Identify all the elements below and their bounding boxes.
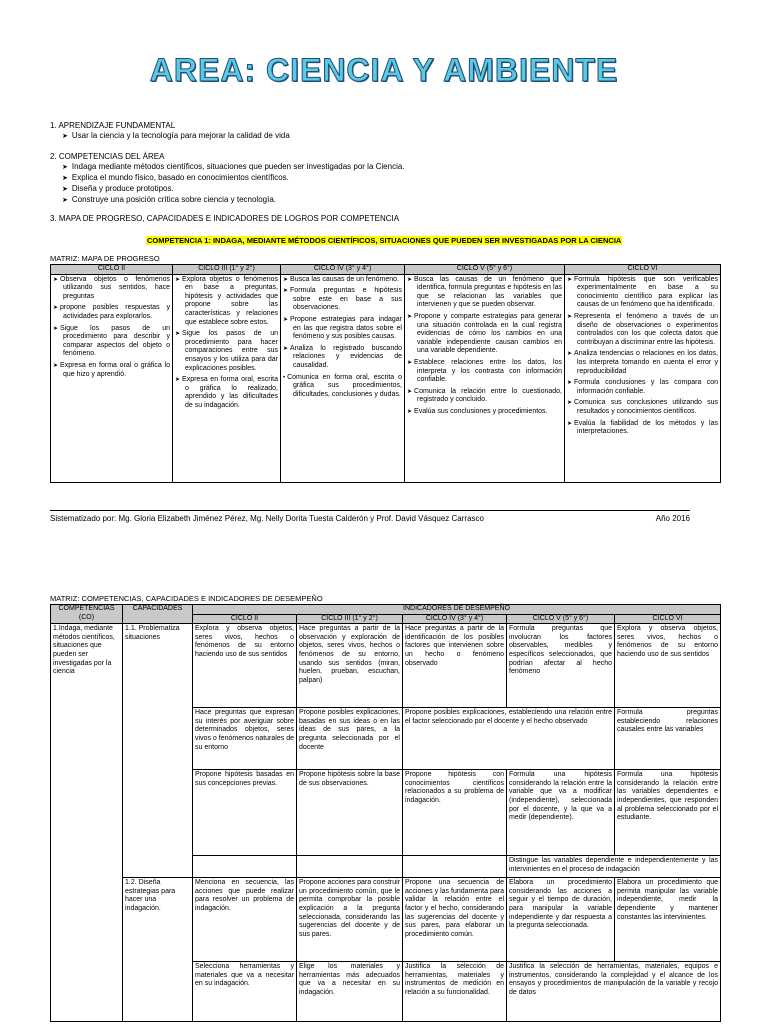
list-item: ➤ Usar la ciencia y la tecnología para mejorar la calidad de vida bbox=[74, 131, 290, 142]
footer-divider bbox=[50, 510, 690, 511]
footer bbox=[50, 514, 690, 523]
matriz-label: MATRIZ: MAPA DE PROGRESO bbox=[50, 254, 160, 263]
indicator-cell: Menciona en secuencia, las acciones que puede realizar para resolver un problema de indagación. bbox=[193, 878, 297, 962]
list-item: ➤ Formula conclusiones y las compara con información confiable. bbox=[577, 379, 718, 396]
list-item: ➤ Analiza tendencias o relaciones en los datos, los interpreta tomando en cuenta el error y reproducibilidad bbox=[577, 350, 718, 376]
cell-ciclo-iii bbox=[173, 274, 281, 482]
list-item: ➤ Observa objetos o fenómenos utilizando sus sentidos, hace preguntas bbox=[63, 276, 170, 302]
list-item: ➤ Evalúa la fiabilidad de los métodos y las interpretaciones. bbox=[577, 420, 718, 437]
list-item: ➤ Busca las causas de un fenómeno. bbox=[293, 276, 402, 285]
indicator-cell: Hace preguntas que expresan su interés por averiguar sobre determinados objetos, seres vivos o fenómenos naturales de su entorno bbox=[193, 708, 297, 770]
cell-ciclo-vi bbox=[565, 274, 721, 482]
page-title: AREA: CIENCIA Y AMBIENTE bbox=[149, 52, 619, 88]
section-competencias bbox=[50, 152, 405, 206]
indicator-cell: Elige los materiales y herramientas más adecuados que va a necesitar en su indagación. bbox=[297, 962, 403, 1022]
list-item: ➤ Formula hipótesis que son verificables experimentalmente en base a su conocimiento científico para explicar las causas de un fenómeno que ha identificado. bbox=[577, 276, 718, 310]
indicator-cell: Propone posibles explicaciones, basadas en sus ideas o en las ideas de sus pares, a la pregunta seleccionada por el docente bbox=[297, 708, 403, 770]
list-item: ➤ Formula preguntas e hipótesis sobre este en base a sus observaciones. bbox=[293, 287, 402, 313]
indicator-cell: Distingue las variables dependiente e independientemente y las intervinientes en el proceso de indagación bbox=[507, 856, 721, 878]
footer-credits: Sistematizado por: Mg. Gloria Elizabeth Jiménez Pérez, Mg. Nelly Dorita Tuesta Calderón y Prof. David Vásquez Carrasco bbox=[50, 514, 484, 523]
indicator-cell: Hace preguntas a partir de la observación y exploración de objetos, seres vivos, hechos o fenómenos de su entorno, usando sus sentidos (miran, huelen, prueban, escuchan, palpan) bbox=[297, 624, 403, 708]
header-ciclo-iv: CICLO IV (3° y 4°) bbox=[281, 265, 405, 275]
indicator-cell: Propone acciones para construir un procedimiento común, que le permita comprobar la posible explicación a la pregunta seleccionada, considerando las sugerencias del docente y de sus pares. bbox=[297, 878, 403, 962]
header-ciclo-iii: CICLO III (1° y 2°) bbox=[173, 265, 281, 275]
list-item: ➤ Establece relaciones entre los datos, los interpreta y los contrasta con información confiable. bbox=[417, 359, 562, 385]
cell-ciclo-iv bbox=[281, 274, 405, 482]
list-item: ➤ Analiza lo registrado buscando relaciones y evidencias de causalidad. bbox=[293, 345, 402, 371]
list-item: ➤ Construye una posición crítica sobre ciencia y tecnología. bbox=[74, 195, 405, 206]
indicator-cell: Elabora un procedimiento considerando las acciones a seguir y el tiempo de duración, para manipular la variable independiente y dar respuesta a la pregunta seleccionada. bbox=[507, 878, 615, 962]
indicator-cell: Explora y observa objetos, seres vivos, hechos o fenómenos de su entorno haciendo uso de sus sentidos bbox=[193, 624, 297, 708]
section-mapa bbox=[50, 214, 399, 224]
indicator-cell: Propone hipótesis sobre la base de sus observaciones. bbox=[297, 770, 403, 856]
header-ciclo-vi: CICLO VI bbox=[615, 614, 721, 624]
indicator-cell: Formula preguntas que involucran los factores observables, medibles y específicos seleccionados, que podrían afectar al hecho fenómeno bbox=[507, 624, 615, 708]
indicator-cell-empty bbox=[403, 856, 507, 878]
indicator-cell: Propone una secuencia de acciones y las fundamenta para validar la relación entre el factor y el hecho, considerando las sugerencias del docente y sus pares, para elaborar un procedimiento común. bbox=[403, 878, 507, 962]
competencia-cell: 1.Indaga, mediante métodos científicos, situaciones que pueden ser investigadas por la ciencia bbox=[51, 624, 123, 1022]
indicator-cell: Justifica la selección de herramientas, materiales, equipos e instrumentos, considerando la complejidad y el alcance de los ensayos y procedimientos de manipulación de la variable y recojo de datos bbox=[507, 962, 721, 1022]
indicator-cell: Explora y observa objetos, seres vivos, hechos o fenómenos de su entorno haciendo uso de sus sentidos bbox=[615, 624, 721, 708]
list-item: ➤ Comunica la relación entre lo cuestionado, registrado y concluido. bbox=[417, 388, 562, 405]
header-ciclo-vi: CICLO VI bbox=[565, 265, 721, 275]
indicator-cell: Hace preguntas a partir de la identificación de los posibles factores que intervienen sobre un hecho o fenómeno observado bbox=[403, 624, 507, 708]
list-item: ➤ Explica el mundo físico, basado en conocimientos científicos. bbox=[74, 173, 405, 184]
list-item: ➤ Diseña y produce prototipos. bbox=[74, 184, 405, 195]
indicator-cell: Propone posibles explicaciones, estableciendo una relación entre el factor seleccionado por el docente y el hecho observado bbox=[403, 708, 615, 770]
section-aprendizaje bbox=[50, 121, 290, 142]
competencia-1-banner: COMPETENCIA 1: INDAGA, MEDIANTE MÉTODOS CIENTÍFICOS, SITUACIONES QUE PUEDEN SER INVESTIGADAS POR LA CIENCIA bbox=[147, 236, 622, 245]
indicator-cell: Formula una hipótesis considerando la relación entre las variables dependientes e independientes, que responden al problema seleccionado por el estudiante. bbox=[615, 770, 721, 856]
header-indicadores: INDICADORES DE DESEMPEÑO bbox=[193, 605, 721, 615]
cell-ciclo-v bbox=[405, 274, 565, 482]
indicator-cell: Propone hipótesis basadas en sus concepciones previas. bbox=[193, 770, 297, 856]
list-item: ➤ Expresa en forma oral, escrita o gráfica lo realizado, aprendido y las dificultades de su indagación. bbox=[185, 376, 278, 410]
header-ciclo-v: CICLO V (5° y 6°) bbox=[507, 614, 615, 624]
list-item: ➤ Sigue los pasos de un procedimiento para hacer comparaciones entre sus ensayos y los utiliza para dar explicaciones posibles. bbox=[185, 330, 278, 373]
indicator-cell-empty bbox=[297, 856, 403, 878]
list-item: ➤ Explora objetos o fenómenos en base a preguntas, hipótesis y actividades que propone sobre las características y relaciones que establece sobre estos. bbox=[185, 276, 278, 328]
list-item: ➤ propone posibles respuestas y actividades para explorarlos. bbox=[63, 304, 170, 321]
header-capacidades: CAPACIDADES bbox=[123, 605, 193, 624]
competencias-table bbox=[50, 604, 721, 1022]
list-item: ➤ Busca las causas de un fenómeno que identifica, formula preguntas e hipótesis en las que se relacionan las variables que intervienen y que se pueden observar. bbox=[417, 276, 562, 310]
header-competencias: COMPETENCIAS (CO) bbox=[51, 605, 123, 624]
indicator-cell: Selecciona herramientas y materiales que va a necesitar en su indagación. bbox=[193, 962, 297, 1022]
list-item: ➤ Propone y comparte estrategias para generar una situación controlada en la cual registra evidencias de cómo los cambios en una variable independiente causan cambios en una variable dependiente. bbox=[417, 313, 562, 356]
cell-ciclo-ii bbox=[51, 274, 173, 482]
indicator-cell: Propone hipótesis con conocimientos científicos relacionados a su problema de indagación. bbox=[403, 770, 507, 856]
mapa-progreso-table bbox=[50, 264, 721, 483]
header-ciclo-v: CICLO V (5° y 6°) bbox=[405, 265, 565, 275]
list-item: ➤ Propone estrategias para indagar en las que registra datos sobre el fenómeno y sus posibles causas. bbox=[293, 316, 402, 342]
section-heading: 3. MAPA DE PROGRESO, CAPACIDADES E INDICADORES DE LOGROS POR COMPETENCIA bbox=[50, 214, 400, 223]
header-ciclo-iv: CICLO IV (3° y 4°) bbox=[403, 614, 507, 624]
capacidad-1-2: 1.2. Diseña estrategias para hacer una indagación. bbox=[123, 878, 193, 1022]
header-ciclo-ii: CICLO II bbox=[193, 614, 297, 624]
list-item: ➤ Representa el fenómeno a través de un diseño de observaciones o experimentos controlados con los que colecta datos que contribuyan a discriminar entre las hipótesis. bbox=[577, 313, 718, 347]
indicator-cell: Formula preguntas estableciendo relaciones causales entre las variables bbox=[615, 708, 721, 770]
matriz2-label: MATRIZ: COMPETENCIAS, CAPACIDADES E INDICADORES DE DESEMPEÑO bbox=[50, 594, 323, 603]
header-ciclo-iii: CICLO III (1° y 2°) bbox=[297, 614, 403, 624]
list-item: ➤ Sigue los pasos de un procedimiento para describir y comparar aspectos del objeto o fenómeno. bbox=[63, 325, 170, 359]
footer-year: Año 2016 bbox=[655, 514, 690, 523]
section-heading: 2. COMPETENCIAS DEL ÁREA bbox=[50, 152, 165, 161]
list-item: ➤ Evalúa sus conclusiones y procedimientos. bbox=[417, 408, 562, 417]
list-item: ➤ Indaga mediante métodos científicos, situaciones que pueden ser investigadas por la Ciencia. bbox=[74, 162, 405, 173]
list-item: • Comunica en forma oral, escrita o gráfica sus procedimientos, dificultades, conclusiones y dudas. bbox=[293, 374, 402, 400]
section-heading: 1. APRENDIZAJE FUNDAMENTAL bbox=[50, 121, 176, 130]
capacidad-1-1: 1.1. Problematiza situaciones bbox=[123, 624, 193, 878]
indicator-cell: Justifica la selección de herramientas, materiales y instrumentos de medición en relación a su funcionalidad. bbox=[403, 962, 507, 1022]
list-item: ➤ Comunica sus conclusiones utilizando sus resultados y conocimientos científicos. bbox=[577, 399, 718, 416]
indicator-cell: Elabora un procedimiento que permita manipular las variable independiente, medir la dependiente y mantener constantes las intervinientes. bbox=[615, 878, 721, 962]
header-ciclo-ii: CICLO II bbox=[51, 265, 173, 275]
list-item: ➤ Expresa en forma oral o gráfica lo que hizo y aprendió. bbox=[63, 362, 170, 379]
indicator-cell-empty bbox=[193, 856, 297, 878]
indicator-cell: Formula una hipótesis considerando la relación entre la variable que va a modificar (independiente), seleccionada por el docente, y la que va a medir (dependiente). bbox=[507, 770, 615, 856]
